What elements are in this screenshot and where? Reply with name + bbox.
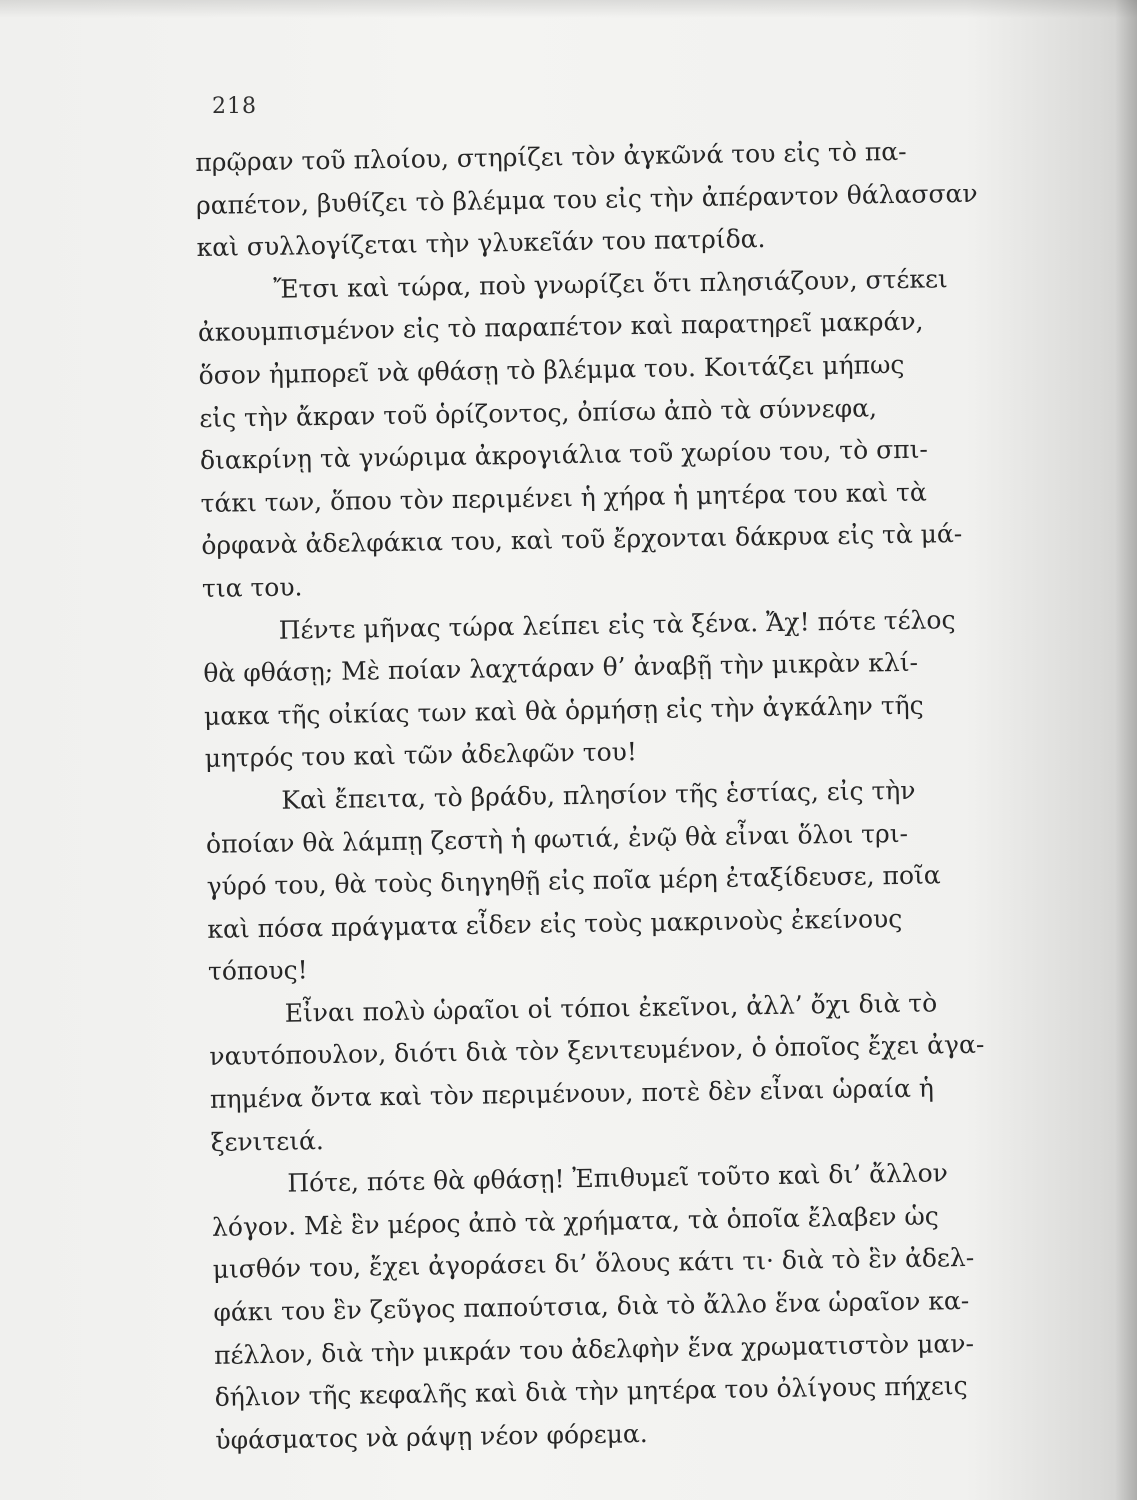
text-line: ὀρφανὰ ἀδελφάκια του, καὶ τοῦ ἔρχονται δάκρυα εἰς τὰ μά- (201, 519, 963, 561)
text-line: πρῷραν τοῦ πλοίου, στηρίζει τὸν ἀγκῶνά του εἰς τὸ πα- (195, 136, 907, 177)
text-line: λόγον. Μὲ ἓν μέρος ἀπὸ τὰ χρήματα, τὰ ὁποῖα ἔλαβεν ὡς (211, 1201, 940, 1242)
page-right-shadow (1115, 0, 1137, 1500)
page-number: 218 (212, 94, 257, 119)
paragraph-6 (211, 1151, 1051, 1462)
text-line: ἀκουμπισμένον εἰς τὸ παραπέτον καὶ παρατηρεῖ μακράν, (197, 306, 924, 348)
text-line: τάκι των, ὅπου τὸν περιμένει ἡ χήρα ἡ μητέρα του καὶ τὰ (200, 477, 927, 518)
text-line: διακρίνῃ τὰ γνώριμα ἀκρογιάλια τοῦ χωρίου του, τὸ σπι- (199, 434, 929, 476)
text-line: ὅσον ἠμπορεῖ νὰ φθάσῃ τὸ βλέμμα του. Κοιτάζει μήπως (198, 349, 905, 390)
text-line: ξενιτειά. (210, 1125, 325, 1157)
text-line: πημένα ὄντα καὶ τὸν περιμένουν, ποτὲ δὲν εἶναι ὡραία ἡ (209, 1073, 935, 1114)
text-line: φάκι του ἓν ζεῦγος παπούτσια, διὰ τὸ ἄλλο ἕνα ὡραῖον κα- (213, 1286, 970, 1327)
text-line: Ἔτσι καὶ τώρα, ποὺ γνωρίζει ὅτι πλησιάζουν, στέκει (273, 263, 948, 304)
text-line: τόπους! (207, 955, 308, 987)
body-text (195, 129, 1051, 1462)
text-line: ὁποίαν θὰ λάμπῃ ζεστὴ ἡ φωτιά, ἐνῷ θὰ εἶναι ὅλοι τρι- (205, 818, 909, 859)
text-line: Πέντε μῆνας τώρα λείπει εἰς τὰ ξένα. Ἄχ! πότε τέλος (278, 604, 956, 645)
text-line: ὑφάσματος νὰ ράψῃ νέον φόρεμα. (215, 1418, 648, 1455)
text-line: γύρό του, θὰ τοὺς διηγηθῇ εἰς ποῖα μέρη ἐταξίδευσε, ποῖα (206, 860, 941, 902)
paragraph-3 (202, 597, 1040, 780)
text-line: εἰς τὴν ἄκραν τοῦ ὁρίζοντος, ὀπίσω ἀπὸ τὰ σύννεφα, (199, 392, 878, 433)
paragraph-2 (197, 257, 1037, 611)
text-line: θὰ φθάσῃ; Μὲ ποίαν λαχτάραν θ’ ἀναβῇ τὴν μικρὰν κλί- (203, 647, 919, 689)
text-line: δήλιον τῆς κεφαλῆς καὶ διὰ τὴν μητέρα του ὀλίγους πήχεις (214, 1371, 968, 1413)
paragraph-5 (208, 981, 1046, 1164)
text-line: τια του. (201, 572, 303, 603)
text-line: ραπέτον, βυθίζει τὸ βλέμμα του εἰς τὴν ἀπέραντον θάλασσαν (195, 178, 978, 220)
text-line: μακα τῆς οἰκίας των καὶ θὰ ὁρμήσῃ εἰς τὴν ἀγκάλην τῆς (203, 690, 924, 731)
text-line: καὶ συλλογίζεται τὴν γλυκεῖάν του πατρίδα. (196, 224, 766, 263)
text-line: πέλλον, διὰ τὴν μικράν του ἀδελφὴν ἕνα χρωματιστὸν μαν- (213, 1328, 975, 1370)
text-line: Πότε, πότε θὰ φθάσῃ! Ἐπιθυμεῖ τοῦτο καὶ δι’ ἄλλον (287, 1158, 949, 1198)
text-line: Καὶ ἔπειτα, τὸ βράδυ, πλησίον τῆς ἑστίας, εἰς τὴν (281, 775, 916, 815)
page-top-shadow (0, 0, 1137, 18)
paragraph-1 (195, 129, 1032, 270)
text-line: ναυτόπουλον, διότι διὰ τὸν ξενιτευμένον, ὁ ὁποῖος ἔχει ἀγα- (209, 1030, 985, 1072)
text-line: μισθόν του, ἔχει ἀγοράσει δι’ ὅλους κάτι τι· διὰ τὸ ἓν ἀδελ- (212, 1243, 975, 1285)
paragraph-4 (205, 768, 1043, 994)
text-line: καὶ πόσα πράγματα εἶδεν εἰς τοὺς μακρινοὺς ἐκείνους (207, 903, 903, 944)
text-line: μητρός του καὶ τῶν ἀδελφῶν του! (204, 737, 638, 774)
text-line: Εἶναι πολὺ ὡραῖοι οἱ τόποι ἐκεῖνοι, ἀλλ’ ὄχι διὰ τὸ (284, 988, 938, 1028)
